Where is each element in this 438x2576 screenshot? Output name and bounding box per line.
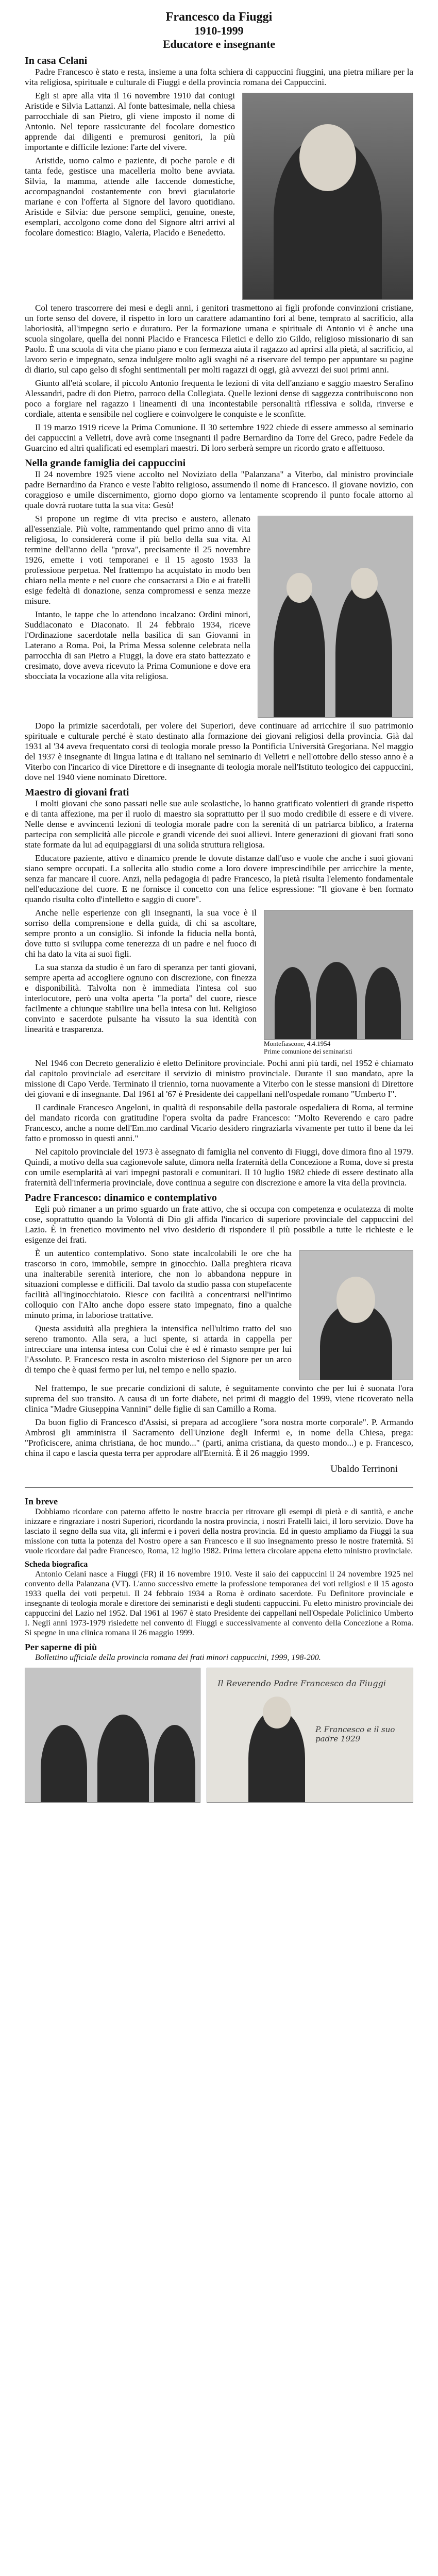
paragraph: Questa assiduità alla preghiera la intensifica nell'ultimo tratto del suo sereno tramonto. Alla sera, a luci spente, si attarda in cappella per intrecciare una intensa intesa con Colui che è ed è rimasto sempre per lui l'Assoluto. P. Francesco resta in ascolto misterioso del Signore per un arco di tempo che è quasi fermo per lui, nel tempo e nello spazio. [25,1324,292,1375]
section-heading: Maestro di giovani frati [25,787,129,798]
paragraph: Il 19 marzo 1919 riceve la Prima Comunione. Il 30 settembre 1922 chiede di essere ammesso al seminario dei cappuccini a Velletri, dove avrà come insegnanti il padre Bernardino da Torre del Greco, padre Fedele da Guarcino ed altri qualificati ed esemplari maestri. Di loro serberà sempre un ricordo grato e affettuoso. [25,422,413,453]
paragraph: Il 24 novembre 1925 viene accolto nel Noviziato della "Palanzana" a Viterbo, dal ministro provinciale padre Bernardino da Franco e veste l'abito religioso, assumendo il nome di Francesco. Il giovane novizio, con coraggioso e umile discernimento, giorno dopo giorno va lentamente scoprendo il punto focale attorno al quale dovrà ruotare tutta la sua vita: Gesù! [25,469,413,510]
paragraph: Si propone un regime di vita preciso e austero, allenato all'essenziale. Più volte, rammentando quel primo anno di vita religiosa, lo considererà come il più bello della sua vita. Al termine dell'anno della "prova", precisamente il 25 novembre 1926, emette i voti temporanei e il 15 agosto 1933 la professione perpetua. Nel frattempo ha acquistato in modo ben chiaro nella mente e nel cuore che consacrarsi a Dio e ai fratelli esige fedeltà di donazione, senza compromessi e senza mezze misure. [25,514,250,606]
bottom-photos [25,1668,413,1803]
in-breve-box [25,1487,413,1663]
paragraph: È un autentico contemplativo. Sono state incalcolabili le ore che ha trascorso in coro, immobile, sempre in ginocchio. Dalla preghiera ricava una inalterabile serenità interiore, che non lo abbandona neppure in situazioni complesse e difficili. Dal tavolo da studio passa con stupefacente facilità all'inginocchiatoio. Riesce con facilità a concentrarsi nell'intimo colloquio con l'Alto anche dopo essere stato impegnato, fino a qualche minuto prima, in laboriose trattative. [25,1248,292,1320]
paragraph: Il cardinale Francesco Angeloni, in qualità di responsabile della pastorale ospedaliera di Roma, al termine del mandato ricorda con gratitudine l'opera svolta da padre Francesco: "Molto Reverendo e caro padre Francesco, anche a nome dell'Em.mo cardinal Vicario desidero ringraziarla vivamente per tutto il bene da lei fatto e promosso in questi anni." [25,1103,413,1143]
seminarists-photo-block [264,910,413,1055]
section-heading: Nella grande famiglia dei cappuccini [25,457,186,469]
paragraph: Egli si apre alla vita il 16 novembre 1910 dai coniugi Aristide e Silvia Lattanzi. Al fonte battesimale, nella chiesa parrocchiale di san Pietro, gli viene imposto il nome di Antonio. Nel tepore rassicurante del focolare domestico apprende dai diligenti e premurosi genitori, la più importante e difficile lezione: l'arte del vivere. [25,91,235,152]
paragraph: Col tenero trascorrere dei mesi e degli anni, i genitori trasmettono ai figli profonde convinzioni cristiane, un forte senso del dovere, il rispetto in loro un carattere adamantino fori al bene, temprato al sacrificio, alla laboriosità, all'impegno serio e duraturo. Per la formazione umana e spirituale di Antonio vi è anche una scuola singolare, quella dei nonni Placido e Francesca Filetici e dello zio Gildo, religioso missionario di san Paolo. È una scuola di vita che piano piano e con fermezza aiuta il ragazzo ad aprirsi alla pietà, al sacrificio, al lavoro serio e impegnato, senza indulgere molto agli svaghi né a riservare del tempo per appuntare su pagine di diario, sul capo gelso di sfoghi sentimentali per molti ragazzi di oggi, già avvezzi dei suoi primi anni. [25,303,413,375]
years: 1910-1999 [194,24,244,37]
paragraph: Da buon figlio di Francesco d'Assisi, si prepara ad accogliere "sora nostra morte corporale". P. Armando Ambrosi gli amministra il Sacramento dell'Unzione degli Infermi e, in nome della Chiesa, prega: "Proficiscere, anima christiana, de hoc mundo..." (parti, anima cristiana, da questo mondo...) e p. Francesco, china il capo e lascia questa terra per approdare all'Eternità. È il 26 maggio 1999. [25,1417,413,1458]
paragraph: Educatore paziente, attivo e dinamico prende le dovute distanze dall'uso e vuole che anche i suoi giovani siano sempre occupati. La sollecita allo studio come a loro dovere imprescindibile per arricchire la mente, senza far mancare il cuore. Anzi, nella pedagogia di padre Francesco, la pietà risulta l'elemento fondamentale nell'educazione del cuore. E ne fornisce il concetto con una felice espressione: "Il giovane è ben formato quando risulta colto d'intelletto e saggio di cuore". [25,853,413,904]
photo-inscription: Il Reverendo Padre Francesco da Fiuggi [217,1679,386,1688]
paragraph: Nel capitolo provinciale del 1973 è assegnato di famiglia nel convento di Fiuggi, dove dimora fino al 1979. Quindi, a motivo della sua cagionevole salute, dimora nella fraternità della Concezione a Roma, dove si presta con umile esemplarità ai vari impegni pastorali e comunitari. Il 10 luglio 1982 chiede di essere destinato alla fraternità dell'infermeria provinciale, dove continua a seguire con discrezione e amore la vita della provincia. [25,1147,413,1188]
author-signature: Ubaldo Terrinoni [330,1464,398,1475]
subtitle: Educatore e insegnante [162,38,276,50]
paragraph: Nel frattempo, le sue precarie condizioni di salute, è seguitamente convinto che per lui è suonata l'ora suprema del suo transito. A causa di un forte diabete, nei primi di maggio del 1999, viene ricoverato nella clinica "Madre Giuseppina Vannini" delle figlie di san Camillo a Roma. [25,1383,413,1414]
paragraph: Nel 1946 con Decreto generalizio è eletto Definitore provinciale. Pochi anni più tardi, nel 1952 è chiamato dal capitolo provinciale ad esercitare il servizio di ministro provinciale. Durante il suo mandato, apre la missione di Capo Verde. Terminato il triennio, torna nuovamente a Viterbo con le stesse mansioni di Direttore dei giovani e di insegnante. Dal 1961 al '67 è Presidente dei cappellani nell'ospedale romano "Umberto I". [25,1058,413,1099]
elderly-portrait-photo [299,1250,413,1380]
paragraph: Dopo la primizie sacerdotali, per volere dei Superiori, deve continuare ad arricchire il suo patrimonio spirituale e culturale perché è stato destinato alla formazione dei giovani religiosi della provincia. Già dal 1931 al '34 aveva frequentato corsi di teologia morale presso la Pontificia Università Gregoriana. Nel maggio del 1937 è insegnante di lingua latina e di italiano nel seminario di Velletri e nell'ottobre dello stesso anno è a Viterbo con l'incarico di vice Direttore e di insegnante di teologia morale nell'Istituto teologico dei cappuccini, dove nel 1940 viene nominato Direttore. [25,721,413,782]
photo-inscription-2: P. Francesco e il suo padre 1929 [315,1725,395,1743]
paragraph: Anche nelle esperienze con gli insegnanti, la sua voce è il sorriso della comprensione e della guida, di chi sa ascoltare, sempre pronto a un consiglio. Si infonde la fiducia nella bontà, dove tutto si sviluppa come tenerezza di un padre e nel fuoco di chi ha dato la vita ai suoi figli. [25,908,257,959]
scheda-text: Antonio Celani nasce a Fiuggi (FR) il 16 novembre 1910. Veste il saio dei cappuccini il 24 novembre 1925 nel convento della Palanzana (VT). L'anno successivo emette la professione temporanea dei voti religiosi e il 15 agosto 1933 quella dei voti perpetui. Il 24 febbraio 1934 a Roma è ordinato sacerdote. Fu Definitore provinciale e insegnante di teologia morale e direttore dei seminaristi e degli studenti cappuccini. Fu eletto ministro provinciale dei cappuccini del Lazio nel 1952. Dal 1961 al 1967 è stato Presidente dei cappellani nell'Ospedale Policlinico Umberto I. Negli anni 1973-1979 risiedette nel convento di Fiuggi e successivamente al convento della Concezione a Roma. Si spegne in una clinica romana il 26 maggio 1999. [25,1570,413,1637]
photo-caption: Montefiascone, 4.4.1954 Prime comunione dei seminaristi [264,1040,352,1055]
bottom-photo-right [207,1668,413,1803]
bottom-photo-left [25,1668,200,1803]
paragraph: I molti giovani che sono passati nelle sue aule scolastiche, lo hanno gratificato volentieri di grande rispetto e di tanta affezione, ma per il ruolo di maestro sia soprattutto per il suo modo credibile di essere e di vivere. Nelle dense e avvincenti lezioni di teologia morale padre con la serenità di un patriarca biblico, a fraterna partecipa con semplicità alle piccole e grandi vicende dei suoi allievi. Intere generazioni di giovani frati sono state formate da lui ad equipaggiarsi di una solida struttura religiosa. [25,799,413,850]
paragraph: Padre Francesco è stato e resta, insieme a una folta schiera di cappuccini fiuggini, una pietra miliare per la vita religiosa, spirituale e culturale di Fiuggi e della provincia romana dei Cappuccini. [25,67,413,87]
in-breve-text: Dobbiamo ricordare con paterno affetto le nostre braccia per ritrovare gli esempi di pietà e di santità, e anche inizzare e ringraziare i nostri Superiori, ricordando la nostra provincia, i nostri Fratelli laici, il loro servizio. Dove ha lasciato il segno della sua vita, gli infermi e i poveri della nostra provincia. Ed in questo ampliamo da Fiuggi la sua missione con tutta la potenza del Nostro opere a san Francesco e il suo insegnamento presso le nostre fraternità. Si vuole ricordare dal padre Francesco, Roma, 12 luglio 1982. Prima lettera circolare appena eletto ministro provinciale. [25,1507,413,1555]
scheda-title: Scheda biografica [25,1560,88,1569]
paragraph: La sua stanza da studio è un faro di speranza per tanti giovani, sempre aperta ad accogliere ognuno con discrezione, con finezza e disponibilità. Talvolta non è immediata l'intesa col suo interlocutore, però una volta aperta "la porta" del cuore, riesce facilmente a chiunque stabilire una bella intesa con lui. Religioso convinto e sacerdote pulsante ha vissuto la sua identità con linearità e trasparenza. [25,962,257,1034]
paragraph: Intanto, le tappe che lo attendono incalzano: Ordini minori, Suddiaconato e Diaconato. Il 24 febbraio 1934, riceve l'Ordinazione sacerdotale nella basilica di san Giovanni in Laterano a Roma. Poi, la Prima Messa solenne celebrata nella parrocchia di san Pietro a Fiuggi, la dove era stato battezzato e cresimato, dove aveva ricevuto la Prima Comunione e dove era sbocciata la vocazione alla vita religiosa. [25,609,250,681]
paragraph: Giunto all'età scolare, il piccolo Antonio frequenta le lezioni di vita dell'anziano e saggio maestro Serafino Alessandri, padre di don Pietro, parroco della Collegiata. Quelle lezioni dense di saggezza contribuiscono non poco a forgiare nel ragazzo i lineamenti di una incontestabile personalità riflessiva e solida, rinverse e cordiale, attenta e sensibile nel cogliere e coinvolgere le conquiste e le sconfitte. [25,378,413,419]
section-heading: In casa Celani [25,55,88,66]
in-breve-title: In breve [25,1496,58,1506]
title: Francesco da Fiuggi [165,10,273,24]
paragraph: Aristide, uomo calmo e paziente, di poche parole e di tanta fede, gestisce una macelleria molto bene avviata. Silvia, la mamma, attende alle faccende domestiche, accompagnandoi costantemente con brevi giaculatorie mariane e con l'offerta al Signore del lavoro quotidiano. Aristide e Silvia: due persone semplici, genuine, oneste, esemplari, accolgono come dono del Signore altri arrivi al focolare domestico: Biagio, Valeria, Placido e Benedetto. [25,156,235,238]
section-heading: Padre Francesco: dinamico e contemplativo [25,1192,217,1204]
seminarists-photo [264,910,413,1040]
paragraph: Egli può rimaner a un primo sguardo un frate attivo, che si occupa con competenza e oculatezza di molte cose, soprattutto quando la Volontà di Dio gli affida l'incarico di superiore provinciale del cappuccini del Lazio. È in frenetico movimento nel vivo desiderio di rispondere il più possibile a tutte le richieste e le esigenze dei frati. [25,1204,413,1245]
portrait-photo [242,93,413,300]
header [25,10,413,51]
saperne-title: Per saperne di più [25,1642,97,1652]
group-photo-1 [258,516,413,718]
saperne-text: Bollettino ufficiale della provincia romana dei frati minori cappuccini, 1999, 198-200. [35,1653,321,1662]
